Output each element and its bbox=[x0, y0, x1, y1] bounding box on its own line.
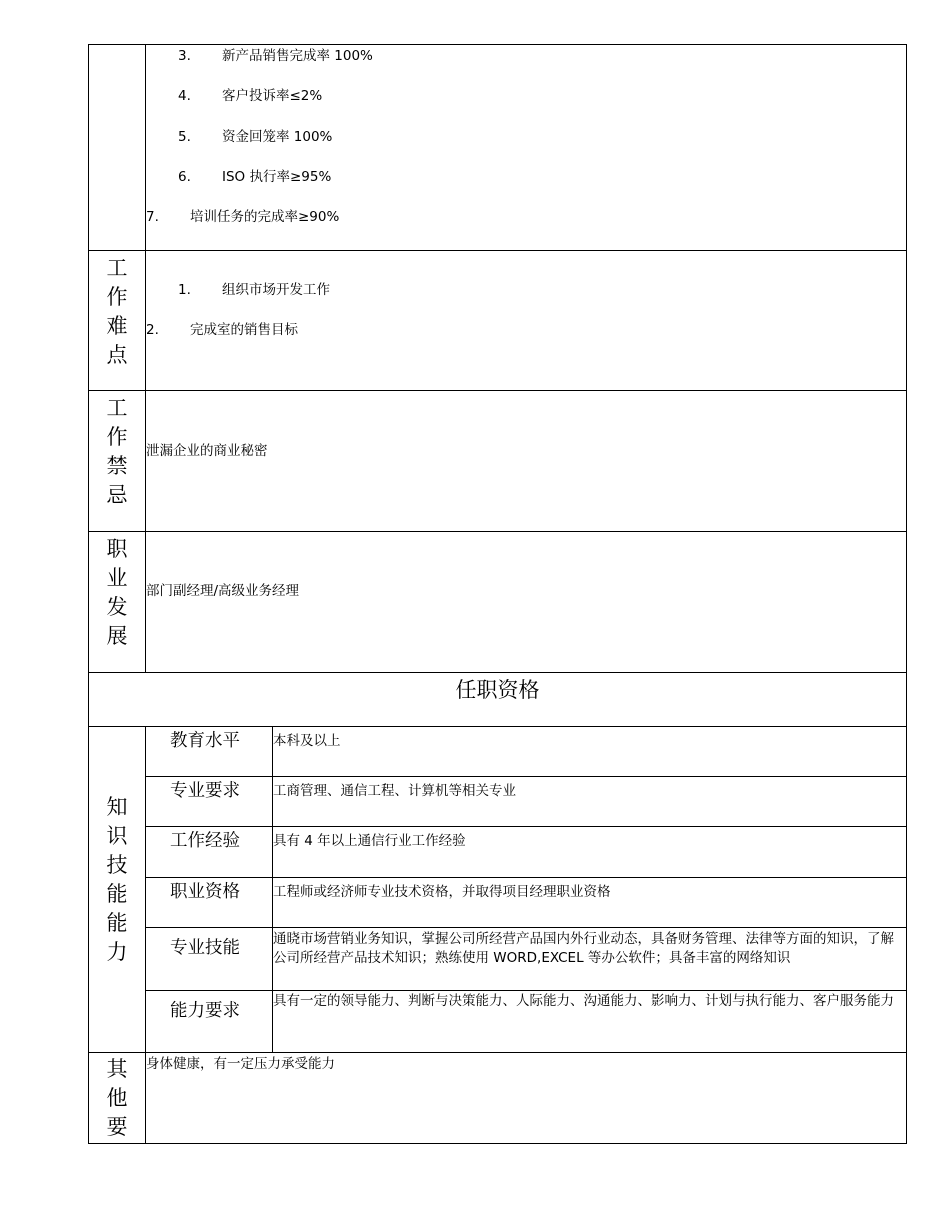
experience-value: 具有 4 年以上通信行业工作经验 bbox=[273, 833, 466, 849]
certification-value: 工程师或经济师专业技术资格，并取得项目经理职业资格 bbox=[273, 884, 611, 900]
experience-label: 工作经验 bbox=[170, 831, 240, 851]
list-item: 完成室的销售目标 bbox=[190, 322, 298, 338]
list-number: 1. bbox=[178, 282, 191, 298]
list-number: 5. bbox=[178, 129, 191, 145]
prohibitions-label: 工 作 禁 忌 bbox=[106, 396, 128, 507]
skills-label: 专业技能 bbox=[170, 938, 240, 958]
row-divider bbox=[146, 776, 907, 777]
row-divider bbox=[88, 390, 907, 391]
row-divider bbox=[146, 990, 907, 991]
section-title: 任职资格 bbox=[455, 678, 540, 702]
career-label: 职 业 发 展 bbox=[106, 537, 128, 648]
ability-label: 能力要求 bbox=[170, 1001, 240, 1021]
difficulties-label: 工 作 难 点 bbox=[106, 256, 128, 367]
list-number: 4. bbox=[178, 88, 191, 104]
list-item: ISO 执行率≥95% bbox=[222, 169, 332, 185]
ability-value: 具有一定的领导能力、判断与决策能力、人际能力、沟通能力、影响力、计划与执行能力、客户服务能力 bbox=[273, 993, 894, 1009]
career-text: 部门副经理/高级业务经理 bbox=[146, 583, 300, 599]
certification-label: 职业资格 bbox=[170, 882, 240, 902]
row-divider bbox=[146, 826, 907, 827]
row-divider bbox=[88, 1052, 907, 1053]
list-number: 3. bbox=[178, 48, 191, 64]
prohibitions-text: 泄漏企业的商业秘密 bbox=[146, 443, 268, 459]
list-item: 培训任务的完成率≥90% bbox=[190, 209, 340, 225]
row-divider bbox=[146, 877, 907, 878]
list-number: 6. bbox=[178, 169, 191, 185]
row-divider bbox=[88, 531, 907, 532]
list-item: 客户投诉率≤2% bbox=[222, 88, 323, 104]
major-label: 专业要求 bbox=[170, 781, 240, 801]
other-requirements-text: 身体健康，有一定压力承受能力 bbox=[146, 1056, 335, 1072]
list-item: 资金回笼率 100% bbox=[222, 129, 333, 145]
row-divider bbox=[88, 672, 907, 673]
row-divider bbox=[88, 250, 907, 251]
list-item: 新产品销售完成率 100% bbox=[222, 48, 373, 64]
education-value: 本科及以上 bbox=[273, 733, 341, 749]
knowledge-skills-label: 知 识 技 能 能 力 bbox=[106, 795, 128, 964]
skills-value: 通晓市场营销业务知识，掌握公司所经营产品国内外行业动态，具备财务管理、法律等方面的知识，了解公司所经营产品技术知识；熟练使用 WORD,EXCEL 等办公软件；具备丰富的网络知识 bbox=[273, 931, 894, 966]
list-number: 2. bbox=[146, 322, 159, 338]
row-divider bbox=[146, 927, 907, 928]
list-item: 组织市场开发工作 bbox=[222, 282, 330, 298]
education-label: 教育水平 bbox=[170, 731, 240, 751]
major-value: 工商管理、通信工程、计算机等相关专业 bbox=[273, 783, 516, 799]
list-number: 7. bbox=[146, 209, 159, 225]
other-requirements-label: 其 他 要 bbox=[106, 1057, 128, 1139]
row-divider bbox=[88, 726, 907, 727]
